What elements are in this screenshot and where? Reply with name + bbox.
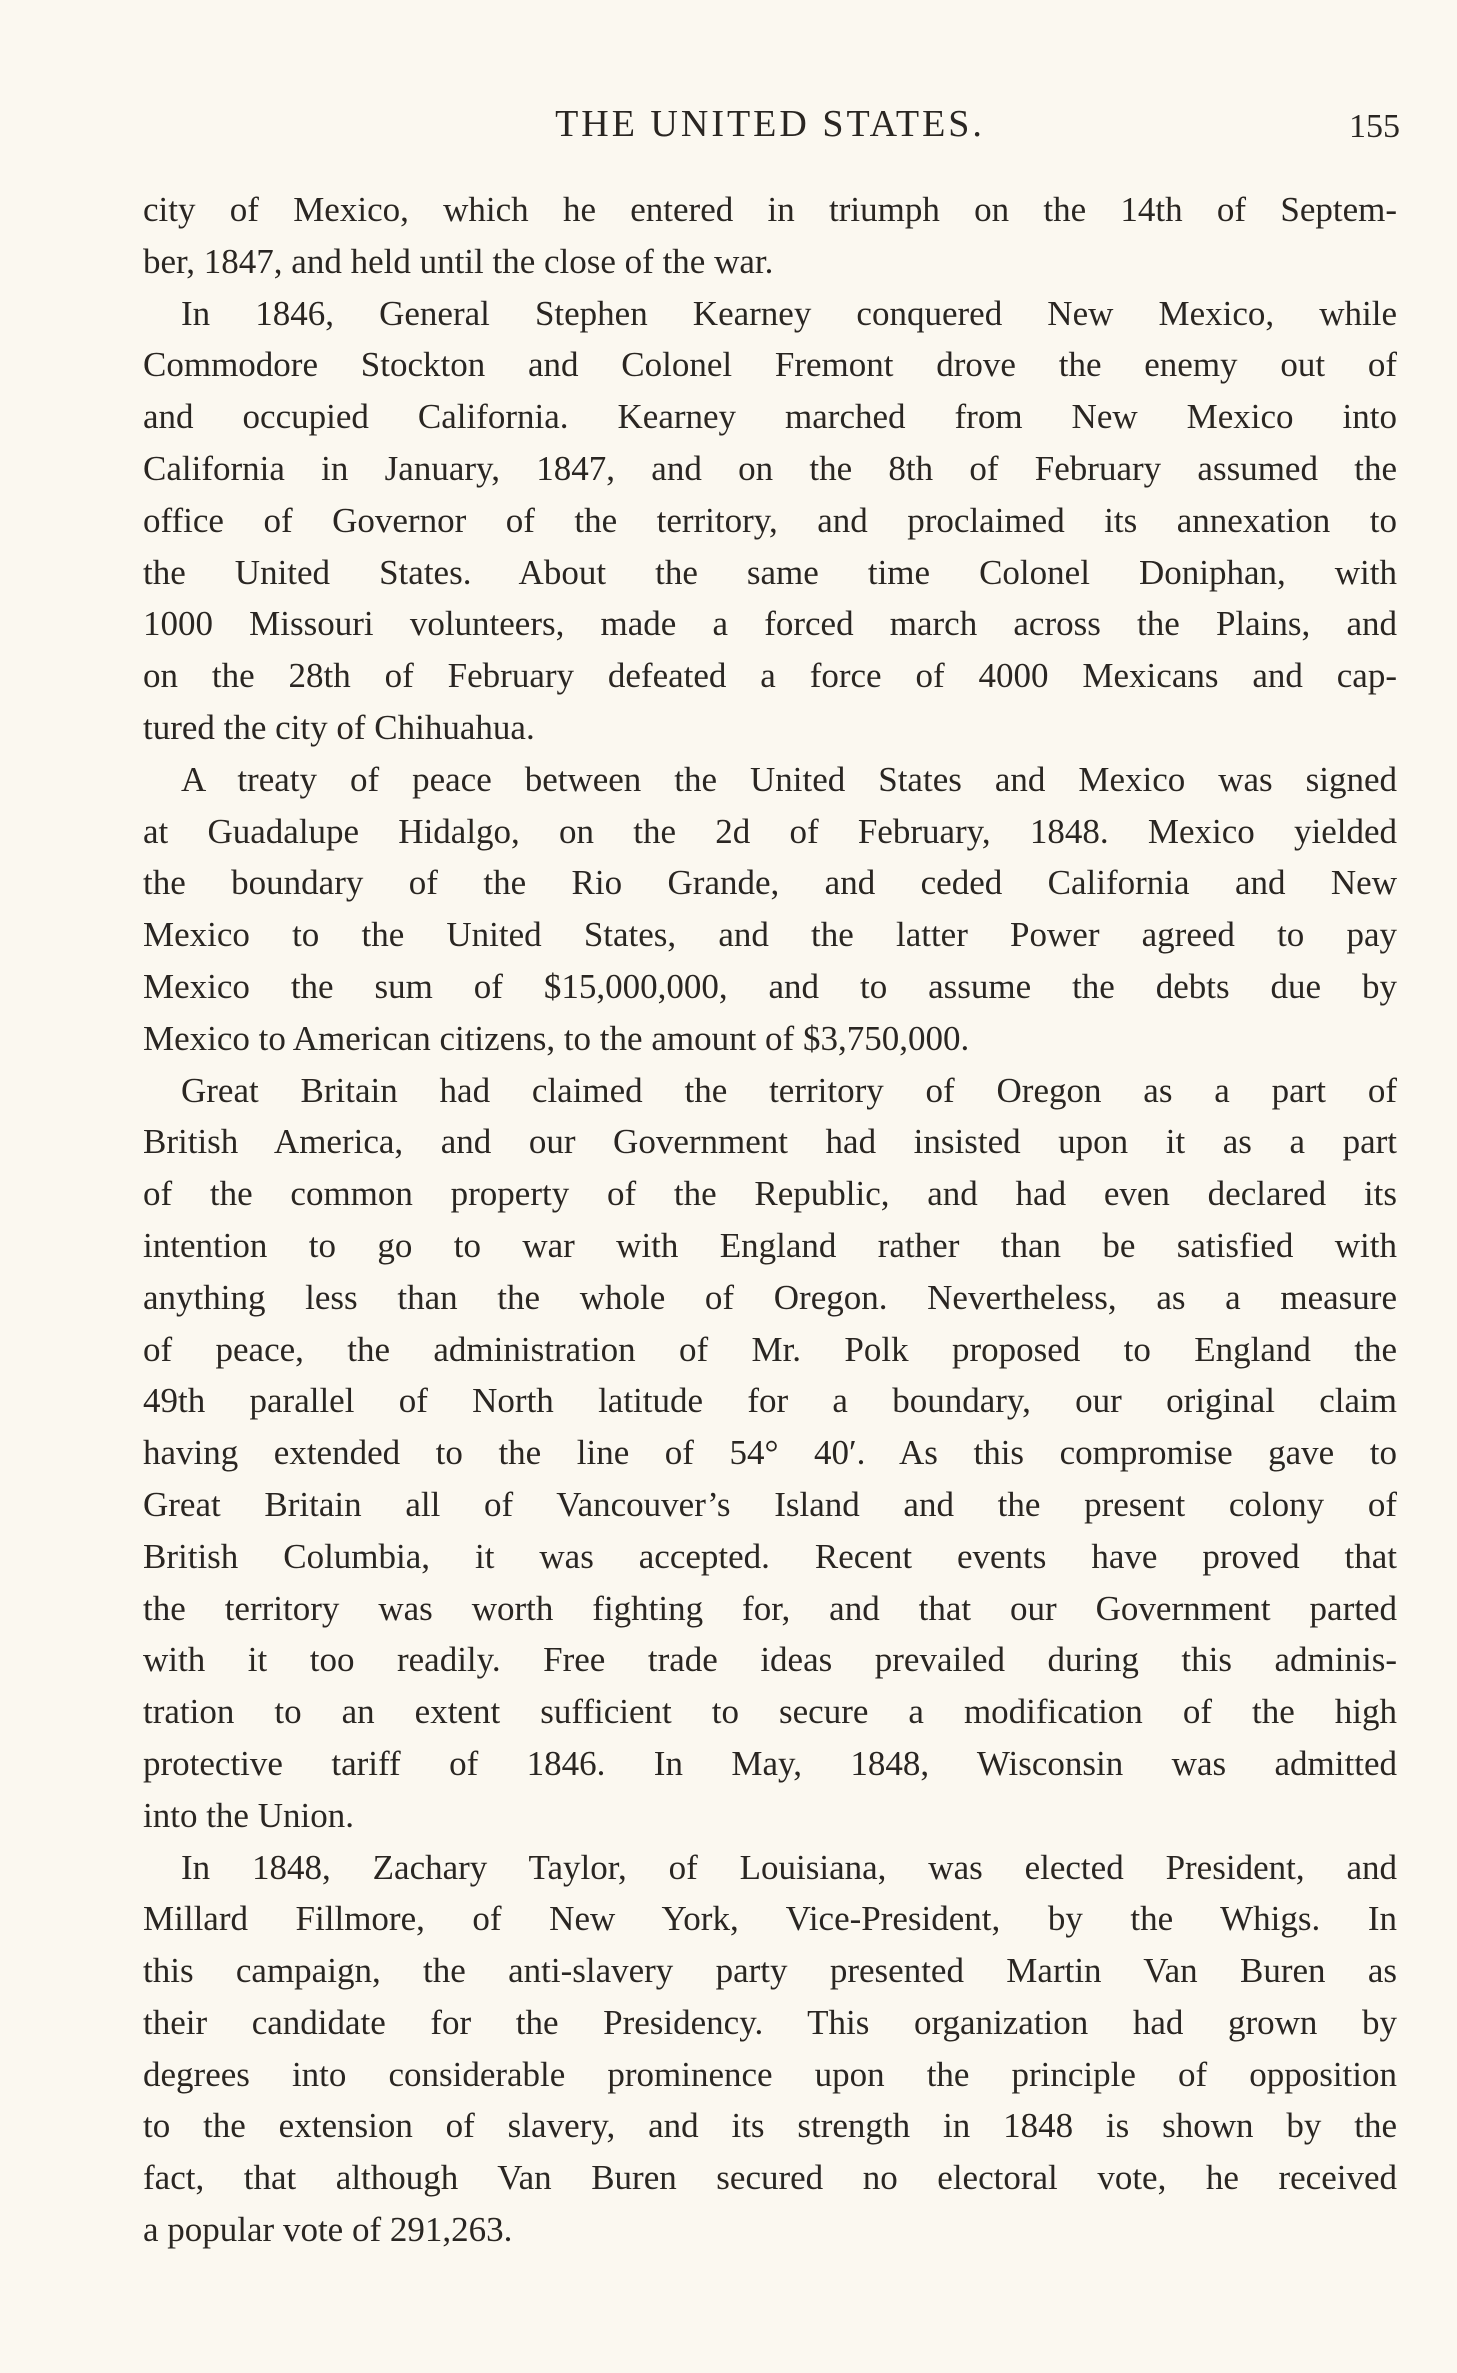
text-line: the boundary of the Rio Grande, and ceded California and New — [143, 863, 1397, 903]
text-line: Great Britain had claimed the territory of Oregon as a part of — [181, 1070, 1397, 1110]
text-line: intention to go to war with England rather than be satisfied with — [143, 1225, 1397, 1265]
text-line: 49th parallel of North latitude for a boundary, our original claim — [143, 1381, 1397, 1421]
text-line: city of Mexico, which he entered in triumph on the 14th of Septem- — [143, 190, 1397, 229]
text-line: anything less than the whole of Oregon. Nevertheless, as a measure — [143, 1277, 1397, 1317]
text-line: a popular vote of 291,263. — [143, 2210, 513, 2250]
text-line: tration to an extent sufficient to secure a modification of the high — [143, 1692, 1397, 1732]
text-line: office of Governor of the territory, and proclaimed its annexation to — [143, 500, 1397, 540]
text-line: and occupied California. Kearney marched from New Mexico into — [143, 397, 1397, 437]
text-line: of peace, the administration of Mr. Polk proposed to England the — [143, 1329, 1397, 1369]
text-line: the United States. About the same time Colonel Doniphan, with — [143, 552, 1397, 592]
text-line: California in January, 1847, and on the 8th of February assumed the — [143, 448, 1397, 488]
text-line: British America, and our Government had insisted upon it as a part — [143, 1122, 1397, 1162]
text-line: protective tariff of 1846. In May, 1848, Wisconsin was admitted — [143, 1743, 1397, 1783]
text-line: on the 28th of February defeated a force of 4000 Mexicans and cap- — [143, 656, 1397, 696]
text-line: at Guadalupe Hidalgo, on the 2d of February, 1848. Mexico yielded — [143, 811, 1397, 851]
running-head — [140, 102, 1400, 152]
text-line: having extended to the line of 54° 40′. As this compromise gave to — [143, 1433, 1397, 1473]
text-line: to the extension of slavery, and its strength in 1848 is shown by the — [143, 2106, 1397, 2146]
text-line: Commodore Stockton and Colonel Fremont drove the enemy out of — [143, 345, 1397, 385]
text-line: fact, that although Van Buren secured no electoral vote, he received — [143, 2158, 1397, 2198]
text-line: tured the city of Chihuahua. — [143, 707, 535, 747]
text-line: into the Union. — [143, 1795, 354, 1835]
text-line: the territory was worth fighting for, and that our Government parted — [143, 1588, 1397, 1628]
text-line: In 1848, Zachary Taylor, of Louisiana, was elected President, and — [181, 1847, 1397, 1887]
text-line: British Columbia, it was accepted. Recent events have proved that — [143, 1536, 1397, 1576]
text-line: 1000 Missouri volunteers, made a forced march across the Plains, and — [143, 604, 1397, 644]
text-line: Mexico the sum of $15,000,000, and to assume the debts due by — [143, 966, 1397, 1006]
text-line: Mexico to the United States, and the latter Power agreed to pay — [143, 915, 1397, 955]
text-line: A treaty of peace between the United States and Mexico was signed — [181, 759, 1397, 799]
text-line: ber, 1847, and held until the close of the war. — [143, 241, 774, 281]
text-line: with it too readily. Free trade ideas prevailed during this adminis- — [143, 1640, 1397, 1680]
text-line: of the common property of the Republic, and had even declared its — [143, 1174, 1397, 1214]
text-line: Millard Fillmore, of New York, Vice-President, by the Whigs. In — [143, 1899, 1397, 1939]
text-line: this campaign, the anti-slavery party presented Martin Van Buren as — [143, 1951, 1397, 1991]
page-number: 155 — [1349, 108, 1400, 145]
text-line: Mexico to American citizens, to the amount of $3,750,000. — [143, 1018, 970, 1058]
text-line: Great Britain all of Vancouver’s Island and the present colony of — [143, 1484, 1397, 1524]
body-text — [143, 184, 1397, 2256]
text-line: their candidate for the Presidency. This organization had grown by — [143, 2002, 1397, 2042]
text-line: In 1846, General Stephen Kearney conquered New Mexico, while — [181, 293, 1397, 333]
text-line: degrees into considerable prominence upon the principle of opposition — [143, 2054, 1397, 2094]
running-title: THE UNITED STATES. — [555, 103, 985, 145]
